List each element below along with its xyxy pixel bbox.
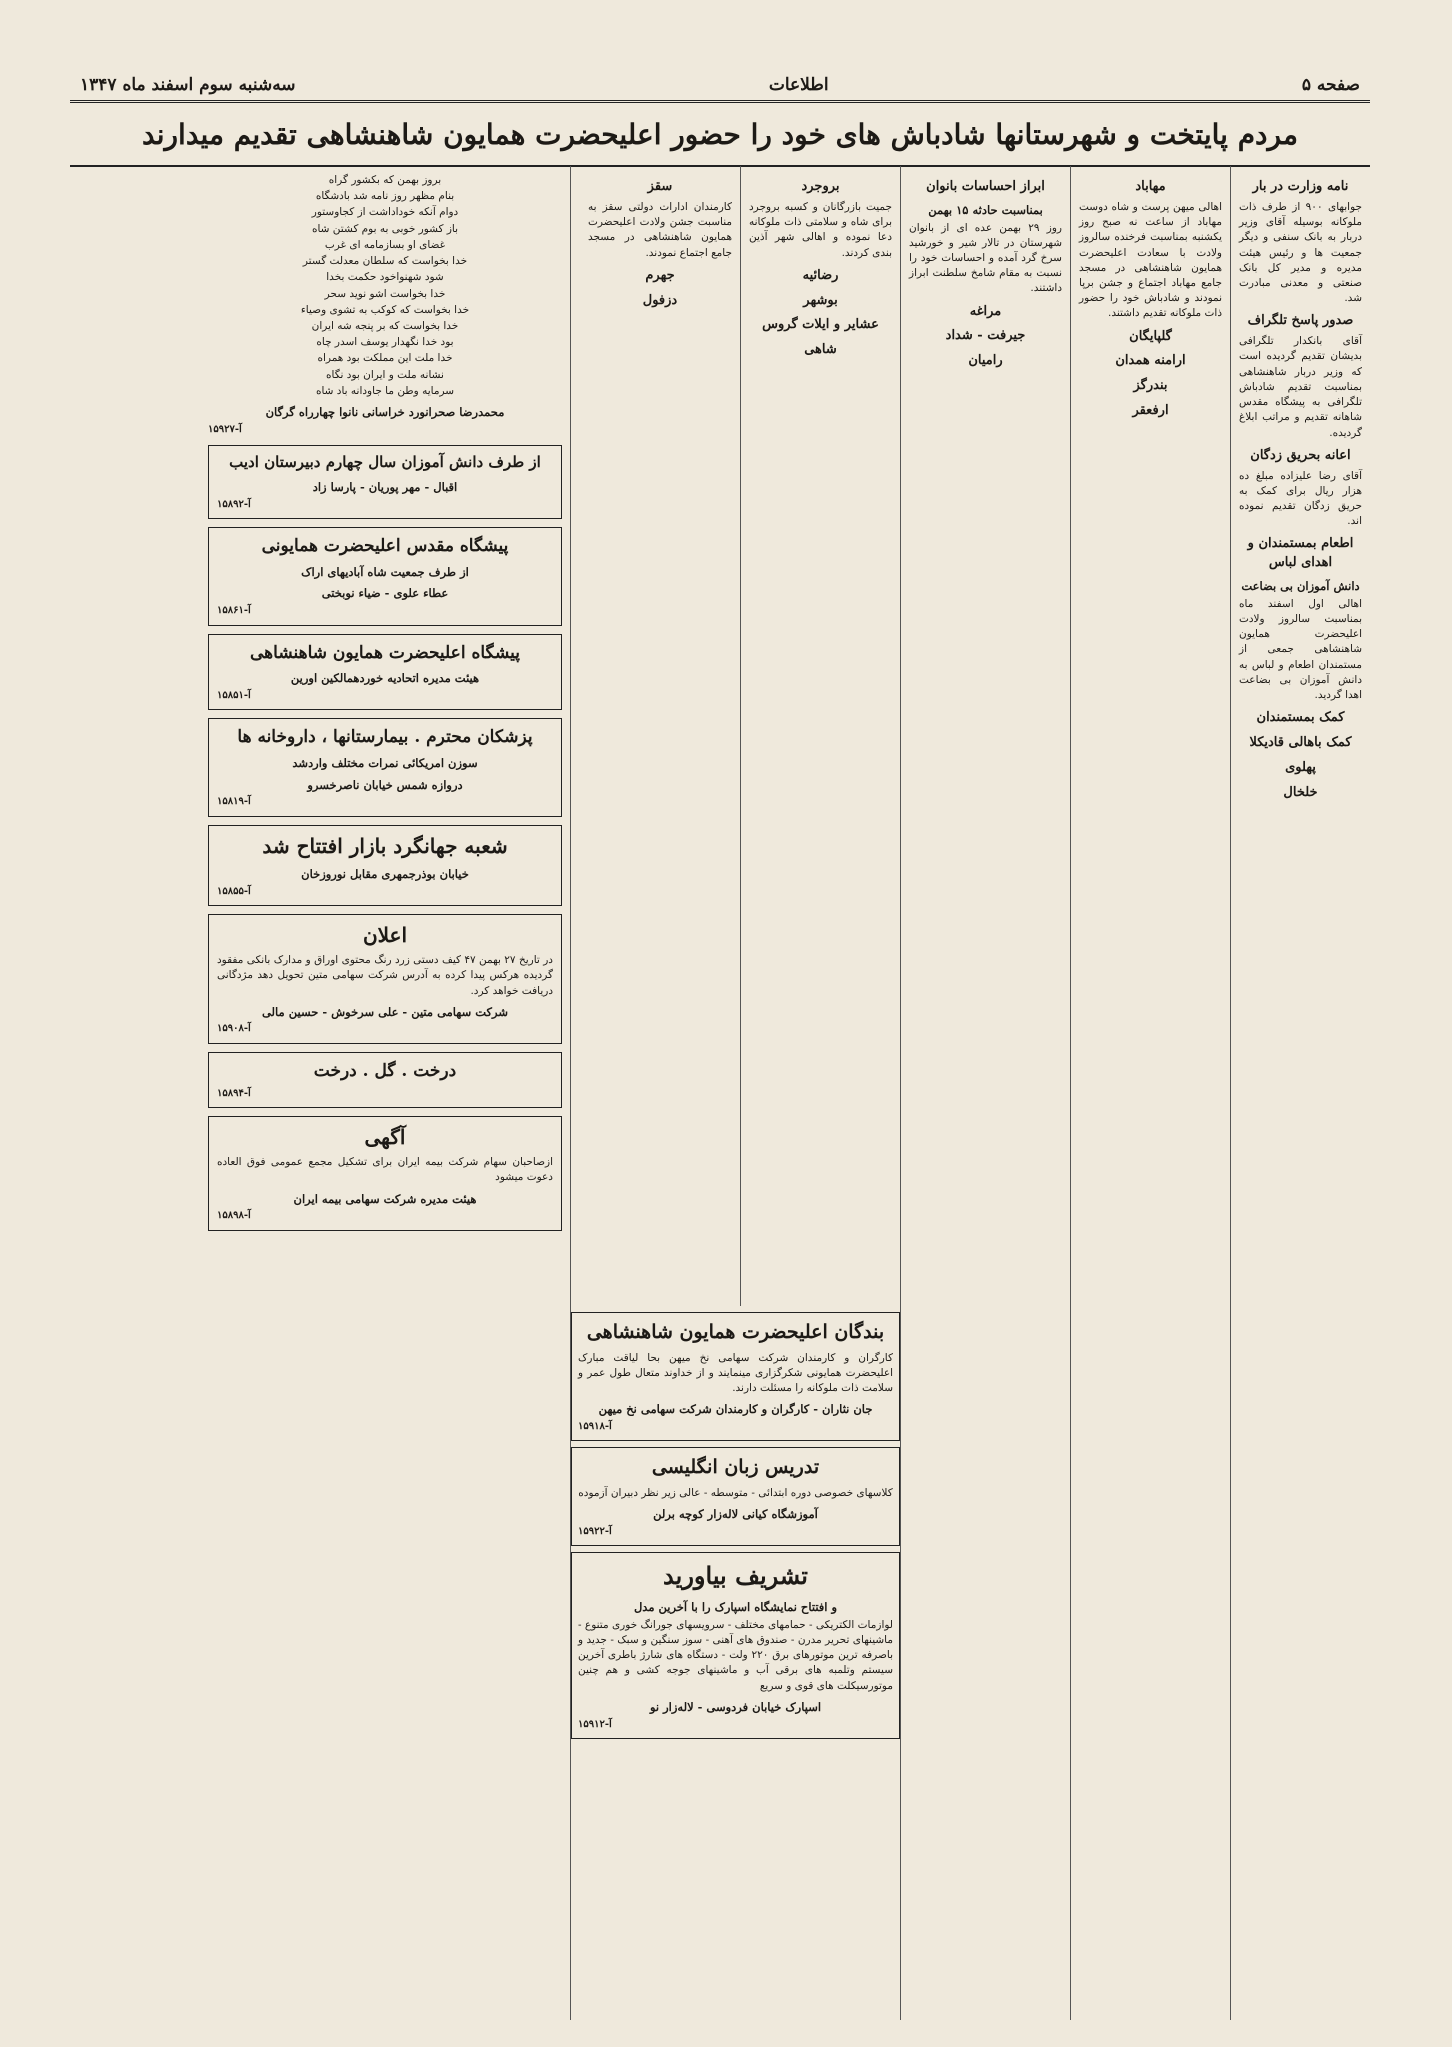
article-body: جوابهای ۹۰۰ از طرف ذات ملوکانه بوسیله آقای وزیر دربار به بانک سنفی و دیگر جمعیت ها و رئیس هیئت مدیره و مدیر کل بانک صنعتی و معدنی مبادرت شد. xyxy=(1239,200,1362,305)
ad-box-spark xyxy=(571,1552,900,1739)
article-title: عشایر و ایلات گروس xyxy=(762,317,879,333)
ad-title: پیشگاه مقدس اعلیحضرت همایونی xyxy=(261,536,509,557)
poem-line: بنام مظهر روز نامه شد بادشگاه xyxy=(315,190,455,203)
ad-title: پیشگاه اعلیحضرت همایون شاهنشاهی xyxy=(250,642,520,663)
ad-code: آ-۱۵۸۶۱ xyxy=(217,605,251,617)
ad-code: آ-۱۵۹۱۲ xyxy=(578,1718,612,1730)
ad-code: آ-۱۵۸۵۵ xyxy=(217,885,251,897)
ad-jahangard xyxy=(208,825,562,906)
article-body: اهالی میهن پرست و شاه دوست مهاباد از ساعت نه صبح روز یکشنبه بمناسبت فرخنده سالروز ولادت با سعادت اعلیحضرت همایون شاهنشاهی در مسجد جامع مهاباد اجتماع و جشن برپا نمودند و شادباش خود را حضور ذات ملوکانه تقدیم داشتند. xyxy=(1079,200,1222,320)
ad-insurance xyxy=(208,1116,562,1231)
poem-code: آ-۱۵۹۲۷ xyxy=(208,423,242,435)
ad-names: شرکت سهامی متین - علی سرخوش - حسین مالی xyxy=(261,1004,509,1019)
ad-shahabad xyxy=(208,527,562,625)
poem-line: بروز بهمن که بکشور گراه xyxy=(328,174,442,186)
ad-notice xyxy=(208,914,562,1044)
article-title: صدور پاسخ تلگراف xyxy=(1247,313,1354,329)
ad-body: سوزن امریکائی نمرات مختلف واردشد xyxy=(292,756,478,771)
poem-line: خدا بخواست که بر پنجه شه ایران xyxy=(311,319,459,332)
article-title: گلپایگان xyxy=(1129,328,1172,344)
page-number: صفحه ۵ xyxy=(1301,75,1360,95)
poem-line: خدا ملت این مملکت بود همراه xyxy=(317,352,453,365)
article-title: ارامنه همدان xyxy=(1115,353,1186,369)
ad-body: لوازمات الکتریکی - حمامهای مختلف - سرویسهای جورانگ خوری متنوع - ماشینهای تحریر مدرن - صندوق های آهنی - سوز سنگین و سبک - جدید و باصرفه ترین موتورهای برق ۲۲۰ ولت - دستگاه های شارژ باطری آخرین سیستم وتلمبه های برقی آب و ماشینهای جوجه کشی و هم چنین موتورسیکلت های قوی و سریع xyxy=(578,1618,893,1692)
ad-box-english xyxy=(571,1447,900,1546)
poem-line: خدا بخواست که سلطان معدلت گستر xyxy=(302,255,468,268)
ad-names: اقبال - مهر پوریان - پارسا زاد xyxy=(312,479,458,494)
article-body: آقای رضا علیزاده مبلغ ده هزار ریال برای کمک به حریق زدگان تقدیم نموده اند. xyxy=(1239,469,1362,528)
ad-title: تشریف بیاورید xyxy=(663,1561,808,1591)
ad-body: کارگران و کارمندان شرکت سهامی نخ میهن بحا لیاقت مبارک اعلیحضرت همایونی شکرگزاری مینمایند و از خداوند متعال طول عمر و سلامت ذات ملوکانه را مسئلت دارند. xyxy=(578,1351,893,1394)
ad-trees xyxy=(208,1052,562,1108)
ad-body: از طرف جمعیت شاه آبادیهای اراک xyxy=(301,564,469,579)
article-subtitle: بمناسبت حادثه ۱۵ بهمن xyxy=(928,202,1043,217)
column-saqqez xyxy=(580,166,740,1306)
article-title: کمک بمستمندان xyxy=(1256,710,1345,726)
column-borujerd xyxy=(740,166,900,1306)
column-women xyxy=(900,166,1070,2020)
columns xyxy=(70,166,1370,2020)
article-title: دزفول xyxy=(642,292,678,308)
ad-code: آ-۱۵۹۱۸ xyxy=(578,1420,612,1432)
poem-lines xyxy=(208,173,562,399)
ad-body: ازصاحبان سهام شرکت بیمه ایران برای تشکیل مجمع عمومی فوق العاده دعوت میشود xyxy=(217,1156,553,1184)
page-header xyxy=(70,70,1370,103)
ad-code: آ-۱۵۸۹۴ xyxy=(217,1087,251,1099)
article-title: مهاباد xyxy=(1135,179,1166,194)
article-body: آقای بانکدار تلگرافی بدیشان تقدیم گردیده است که وزیر دربار شاهنشاهی بمناسبت تقدیم شادباش تلگرافی به پیشگاه مقدس شاهانه تقدیم و مراتب ابلاغ گردیده. xyxy=(1239,335,1362,439)
column-middle-block xyxy=(570,166,900,2020)
article-subtitle: دانش آموزان بی بضاعت xyxy=(1241,579,1360,594)
poem-line: خدا بخواست که کوکب به تشوی وصیاء xyxy=(300,303,470,316)
ad-code: آ-۱۵۹۲۲ xyxy=(578,1525,612,1537)
poem-line: شود شهنواخود حکمت بخدا xyxy=(326,271,444,284)
ad-students xyxy=(208,445,562,519)
article-title: جیرفت - شداد xyxy=(945,328,1026,344)
article-title: پهلوی xyxy=(1285,760,1316,776)
poem-line: باز کشور خوبی به بوم کشتن شاه xyxy=(311,222,459,235)
main-headline: مردم پایتخت و شهرستانها شادباش های خود را حضور اعلیحضرت همایون شاهنشاهی تقدیم میدارند xyxy=(70,103,1370,167)
article-title: بروجرد xyxy=(801,179,840,194)
article-title: جهرم xyxy=(645,267,675,283)
article-body: کارمندان ادارات دولتی سقز به مناسبت جشن ولادت اعلیحضرت همایون شاهنشاهی در مسجد جامع اجتماع نمودند. xyxy=(588,200,732,259)
newspaper-page xyxy=(70,70,1370,2020)
article-title: مراغه xyxy=(969,303,1002,319)
ad-body: هیئت مدیره اتحادیه خوردهمالکین اورین xyxy=(290,671,480,686)
ad-needles xyxy=(208,718,562,816)
article-title: بندرگز xyxy=(1133,378,1168,394)
article-body: اهالی اول اسفند ماه بمناسبت سالروز ولادت اعلیحضرت همایون شاهنشاهی جمعی از مستمندان اطعام و لباس به دانش آموزان بی بضاعت اهدا گردید. xyxy=(1239,597,1362,702)
article-title: شاهی xyxy=(804,342,837,358)
ad-code: آ-۱۵۸۵۱ xyxy=(217,689,251,701)
issue-date: سه‌شنبه سوم اسفند ماه ۱۳۴۷ xyxy=(80,75,296,95)
poem-line: نشانه ملت و ایران بود نگاه xyxy=(326,368,444,381)
ad-title: شعبه جهانگرد بازار افتتاح شد xyxy=(262,833,508,858)
ad-title: اعلان xyxy=(362,923,408,948)
poem xyxy=(208,173,562,437)
ad-code: آ-۱۵۸۹۸ xyxy=(217,1210,251,1222)
article-title: ارفعقر xyxy=(1132,403,1169,419)
article-title: سقز xyxy=(647,179,673,194)
ad-title: پزشکان محترم . بیمارستانها ، داروخانه ها xyxy=(237,727,533,748)
ad-title: آگهی xyxy=(364,1125,406,1150)
article-title: بوشهر xyxy=(803,292,838,308)
ad-code: آ-۱۵۸۱۹ xyxy=(217,796,251,808)
poem-line: دوام آنکه خوداداشت از کجاوستور xyxy=(311,206,459,219)
article-title: خلخال xyxy=(1283,784,1318,800)
ad-title: از طرف دانش آموزان سال چهارم دبیرستان ادیب xyxy=(229,453,541,472)
column-court-letters xyxy=(1230,166,1370,2020)
ad-footer: اسپارک خیابان فردوسی - لاله‌زار نو xyxy=(649,1699,822,1714)
ad-title: بندگان اعلیحضرت همایون شاهنشاهی xyxy=(586,1321,885,1343)
poem-author: محمدرضا صحرانورد خراسانی نانوا چهارراه گرگان xyxy=(265,405,505,420)
ad-title: درخت . گل . درخت xyxy=(313,1060,457,1081)
column-mahabad xyxy=(1070,166,1230,2020)
ad-address: خیابان بوذرجمهری مقابل نوروزخان xyxy=(301,866,469,881)
ad-signature: جان نثاران - کارگران و کارمندان شرکت سهامی نخ میهن xyxy=(598,1402,873,1417)
poem-line: خدا بخواست اشو نوید سحر xyxy=(324,287,446,300)
ad-address: دروازه شمس خیابان ناصرخسرو xyxy=(307,777,463,792)
poem-line: سرمایه وطن ما جاودانه باد شاه xyxy=(315,384,455,397)
article-title: ابراز احساسات بانوان xyxy=(926,179,1045,194)
article-body: جمیت بازرگانان و کسبه بروجرد برای شاه و سلامتی ذات ملوکانه دعا نموده و اهالی شهر آذین بندی کردند. xyxy=(749,200,892,259)
article-title: نامه وزارت در بار xyxy=(1252,179,1349,194)
article-title: رامیان xyxy=(968,353,1003,369)
ad-names: عطاء علوی - ضیاء نوبختی xyxy=(321,586,449,601)
ad-title: تدریس زبان انگلیسی xyxy=(651,1456,820,1479)
ad-landowners xyxy=(208,634,562,711)
ad-body: کلاسهای خصوصی دوره ابتدائی - متوسطه - عالی زیر نظر دبیران آزموده xyxy=(578,1486,893,1499)
article-body: روز ۲۹ بهمن عده ای از بانوان شهرستان در تالار شیر و خورشید سرخ گرد آمده و احساسات خود را نسبت به مقام شامخ سلطنت ابراز داشتند. xyxy=(909,221,1062,295)
ad-address: آموزشگاه کیانی لاله‌زار کوچه برلن xyxy=(653,1507,818,1522)
poem-line: غضای او بسازمامه ای غرب xyxy=(324,238,446,251)
newspaper-name: اطلاعات xyxy=(768,75,829,95)
ad-box-thanks xyxy=(571,1312,900,1441)
article-title: رضائیه xyxy=(802,267,839,283)
column-left-ads xyxy=(200,166,570,2020)
ad-code: آ-۱۵۹۰۸ xyxy=(217,1023,251,1035)
ad-code: آ-۱۵۸۹۲ xyxy=(217,498,251,510)
ad-body: در تاریخ ۲۷ بهمن ۴۷ کیف دستی زرد رنگ محتوی اوراق و مدارک بانکی مفقود گردیده هرکس پیدا کرده به آدرس شرکت سهامی متین تحویل دهد مژدگانی دریافت خواهد کرد. xyxy=(217,954,553,997)
poem-line: بود خدا نگهدار یوسف اسدر چاه xyxy=(316,336,454,349)
ad-names: هیئت مدیره شرکت سهامی بیمه ایران xyxy=(293,1191,477,1206)
article-title: اعانه بحریق زدگان xyxy=(1250,447,1351,463)
article-title: کمک باهالی قادیکلا xyxy=(1249,735,1352,751)
ad-subtitle: و افتتاح نمایشگاه اسپارک را با آخرین مدل xyxy=(633,1600,838,1615)
article-title: اطعام بمستمندان و اهدای لباس xyxy=(1247,536,1354,571)
